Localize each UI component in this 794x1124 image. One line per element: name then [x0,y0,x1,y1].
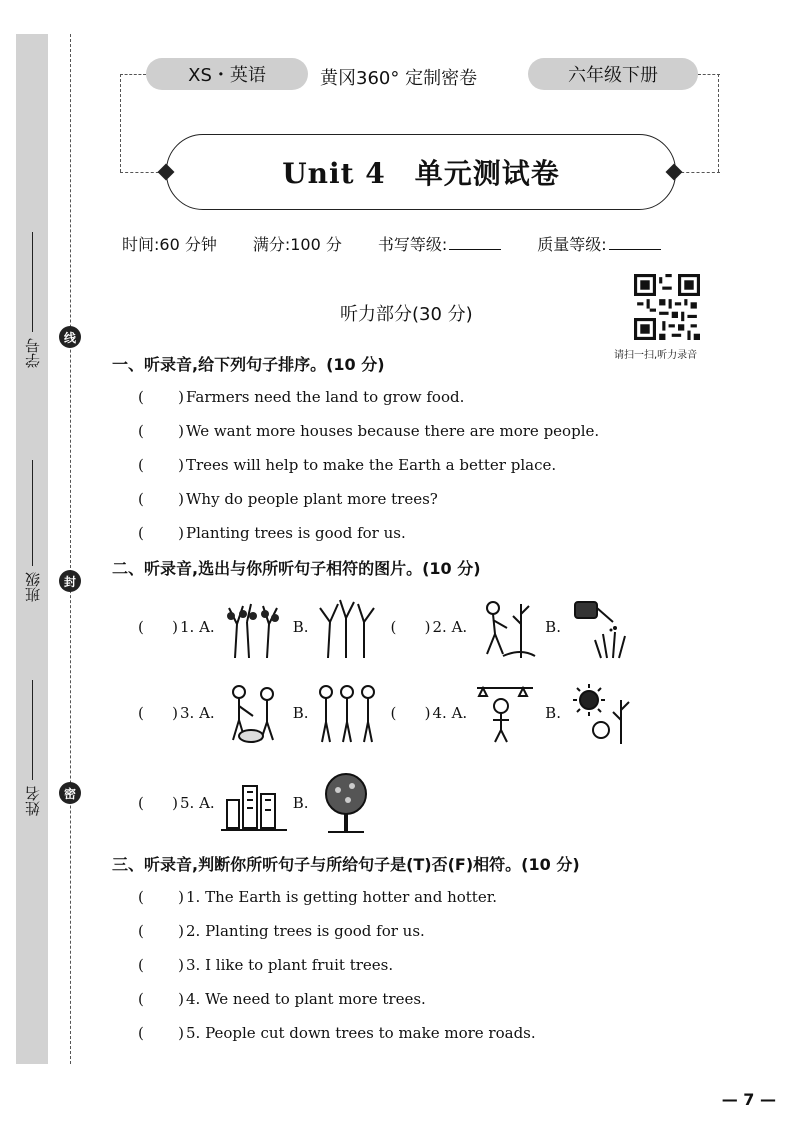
section1-item: ( ) Why do people plant more trees? [138,490,438,508]
seal-feng: 封 [59,570,81,592]
winter-scene-icon [473,680,539,746]
bare-trees-icon [314,594,380,660]
answer-blank[interactable] [138,794,180,812]
quality-grade-blank[interactable] [609,249,661,250]
answer-blank[interactable] [138,618,180,636]
section3-head: 三、听录音,判断你所听句子与所给句子是(T)否(F)相符。(10 分) [112,855,580,874]
header [120,56,720,190]
section1-item: ( ) We want more houses because there are more people. [138,422,599,440]
name-field[interactable] [18,680,46,816]
answer-blank[interactable] [138,704,180,722]
answer-blank[interactable] [138,956,186,974]
answer-blank[interactable] [138,524,186,542]
big-tree-icon [314,770,380,836]
watering-can-icon [567,594,633,660]
picture-row-1 [138,594,639,660]
planting-tree-icon [473,594,539,660]
name-label: 姓名 [23,786,42,816]
cut-line [70,34,71,1064]
grade-pill: 六年级下册 [528,58,698,90]
answer-blank[interactable] [138,922,186,940]
picture-row-3 [138,770,386,836]
seal-mi: 密 [59,782,81,804]
listening-part-title: 听力部分(30 分) [340,304,473,325]
kids-planting-icon [221,680,287,746]
answer-blank[interactable] [138,990,186,1008]
student-id-label: 学号 [23,338,42,368]
class-field[interactable] [18,460,46,602]
section3-item: ( ) 2. Planting trees is good for us. [138,922,425,940]
answer-blank[interactable] [390,704,432,722]
section3-item: ( ) 3. I like to plant fruit trees. [138,956,393,974]
qr-code-icon[interactable] [634,274,700,340]
title-frame [166,134,676,210]
picture-question-5: ( ) 5. A. B. [138,770,386,836]
answer-blank[interactable] [390,618,432,636]
page-number: — 7 — [721,1090,776,1109]
city-buildings-icon [221,770,287,836]
fruit-trees-icon [221,594,287,660]
section2-head: 二、听录音,选出与你所听句子相符的图片。(10 分) [112,559,481,578]
answer-blank[interactable] [138,456,186,474]
answer-blank[interactable] [138,490,186,508]
section3-item: ( ) 1. The Earth is getting hotter and hotter. [138,888,497,906]
section3-item: ( ) 5. People cut down trees to make more roads. [138,1024,536,1042]
section1-item: ( ) Trees will help to make the Earth a better place. [138,456,556,474]
class-label: 班级 [23,572,42,602]
picture-question-1: ( ) 1. A. B. [138,594,386,660]
picture-question-2: ( ) 2. A. B. [390,594,638,660]
full-score: 满分:100 分 [252,235,342,254]
picture-question-3: ( ) 3. A. B. [138,680,386,746]
writing-grade-blank[interactable] [449,249,501,250]
page-title: Unit 4 单元测试卷 [282,157,560,190]
quality-grade: 质量等级: [537,232,660,255]
answer-blank[interactable] [138,388,186,406]
section3-item: ( ) 4. We need to plant more trees. [138,990,426,1008]
section1-item: ( ) Planting trees is good for us. [138,524,406,542]
writing-grade: 书写等级: [378,232,501,255]
qr-caption: 请扫一扫,听力录音 [614,350,698,361]
picture-question-4: ( ) 4. A. B. [390,680,638,746]
student-id-field[interactable] [18,232,46,368]
time-limit: 时间:60 分钟 [122,235,217,254]
three-children-icon [314,680,380,746]
hot-sun-icon [567,680,633,746]
section1-item: ( ) Farmers need the land to grow food. [138,388,464,406]
picture-row-2 [138,680,639,746]
seal-xian: 线 [59,326,81,348]
brand-title: 黄冈360° 定制密卷 [320,68,478,89]
answer-blank[interactable] [138,888,186,906]
answer-blank[interactable] [138,422,186,440]
exam-meta [122,232,722,255]
subject-pill: XS・英语 [146,58,308,90]
answer-blank[interactable] [138,1024,186,1042]
section1-head: 一、听录音,给下列句子排序。(10 分) [112,355,385,374]
